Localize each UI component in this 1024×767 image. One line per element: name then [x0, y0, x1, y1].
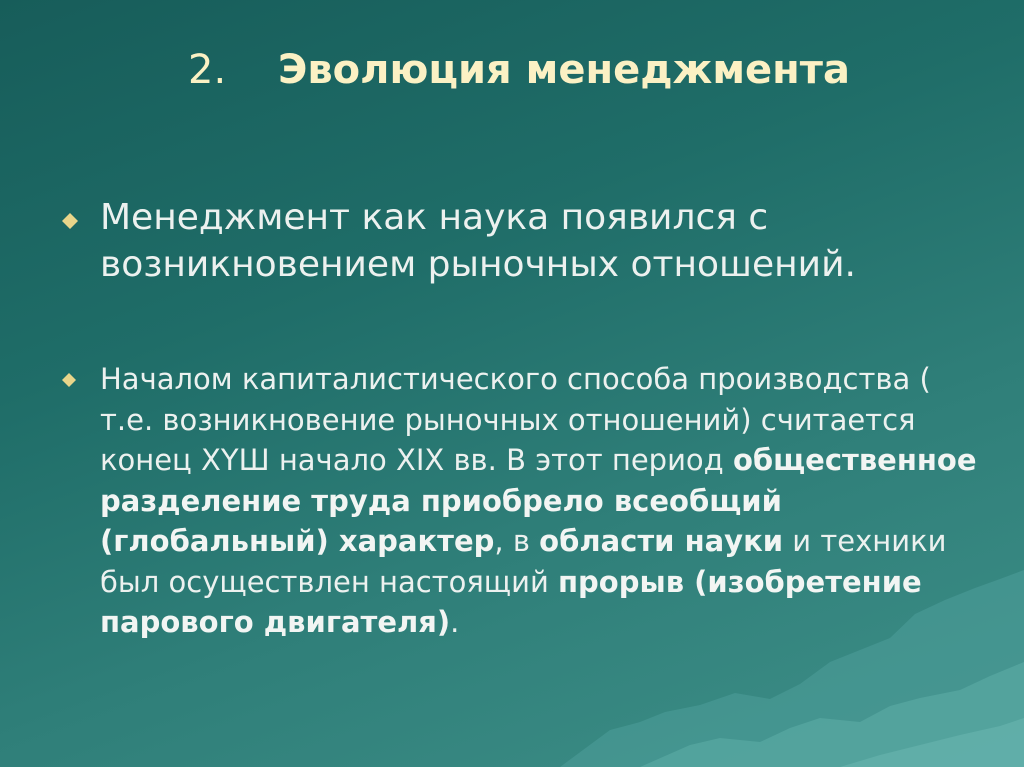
- bullet-item-1: Менеджмент как наука появился с возникновением рыночных отношений.: [100, 197, 856, 285]
- title-number: 2.: [188, 47, 227, 93]
- bullet2-text-part: , в: [494, 524, 540, 558]
- bullet2-bold-part: прорыв (изобретение парового двигателя): [100, 564, 922, 639]
- slide-title: [188, 42, 948, 102]
- title-text: Эволюция менеджмента: [278, 47, 850, 93]
- bullet2-text-part: .: [450, 605, 460, 639]
- bullet2-text-part: Началом капиталистического способа производства ( т.е. возникновение рыночных отношений) считается конец XYШ начало XIX вв. В этот период: [100, 362, 931, 477]
- bullet2-bold-part: общественное разделение труда приобрело всеобщий (глобальный) характер: [100, 443, 977, 558]
- bullet-item-2: [100, 359, 980, 643]
- bullet2-bold-part: области науки: [539, 524, 784, 558]
- bullet2-text-part: и техники был осуществлен настоящий: [100, 524, 947, 599]
